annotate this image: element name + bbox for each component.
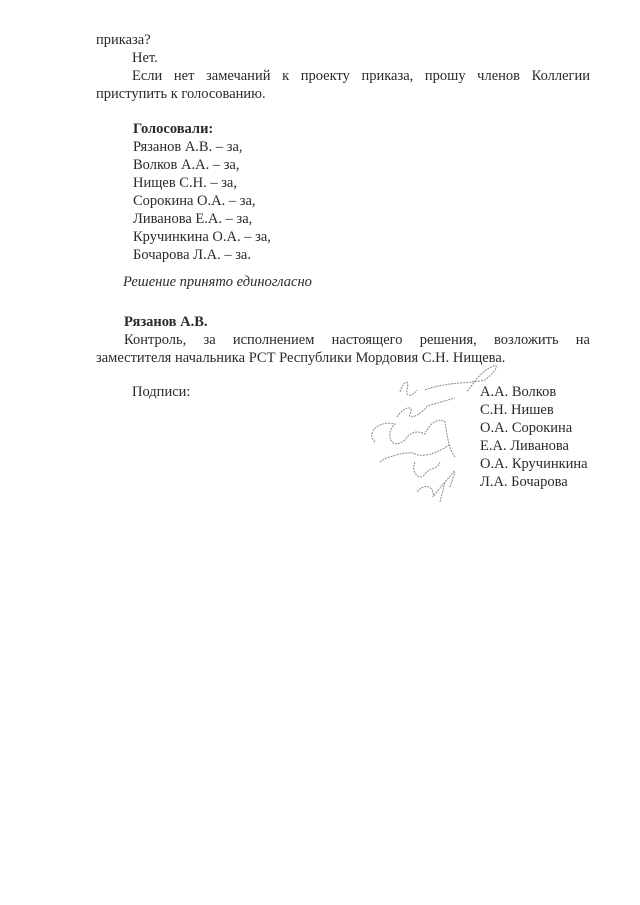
previous-line-end: приказа? — [96, 32, 151, 48]
vote-item: Сорокина О.А. – за, — [133, 193, 256, 209]
vote-item: Кручинкина О.А. – за, — [133, 229, 271, 245]
signature-name: А.А. Волков — [480, 384, 557, 400]
proposal-line-1: Если нет замечаний к проекту приказа, прошу членов Коллегии — [132, 68, 590, 84]
signatures-label: Подписи: — [132, 384, 191, 400]
signature-name: О.А. Кручинкина — [480, 456, 588, 472]
proposal-line-2: приступить к голосованию. — [96, 86, 266, 102]
vote-item: Ливанова Е.А. – за, — [133, 211, 253, 227]
vote-item: Бочарова Л.А. – за. — [133, 247, 251, 263]
vote-item: Нищев С.Н. – за, — [133, 175, 237, 191]
answer-text: Нет. — [132, 50, 158, 66]
voting-heading: Голосовали: — [133, 121, 214, 137]
vote-item: Волков А.А. – за, — [133, 157, 240, 173]
vote-item: Рязанов А.В. – за, — [133, 139, 243, 155]
signature-name: С.Н. Нишев — [480, 402, 554, 418]
signature-name: Л.А. Бочарова — [480, 474, 568, 490]
signature-name: О.А. Сорокина — [480, 420, 573, 436]
control-speaker: Рязанов А.В. — [124, 314, 208, 330]
control-line-2: заместителя начальника РСТ Республики Мордовия С.Н. Нищева. — [96, 350, 506, 366]
decision-result: Решение принято единогласно — [123, 274, 312, 290]
signature-name: Е.А. Ливанова — [480, 438, 569, 454]
control-line-1: Контроль, за исполнением настоящего решения, возложить на — [124, 332, 590, 348]
